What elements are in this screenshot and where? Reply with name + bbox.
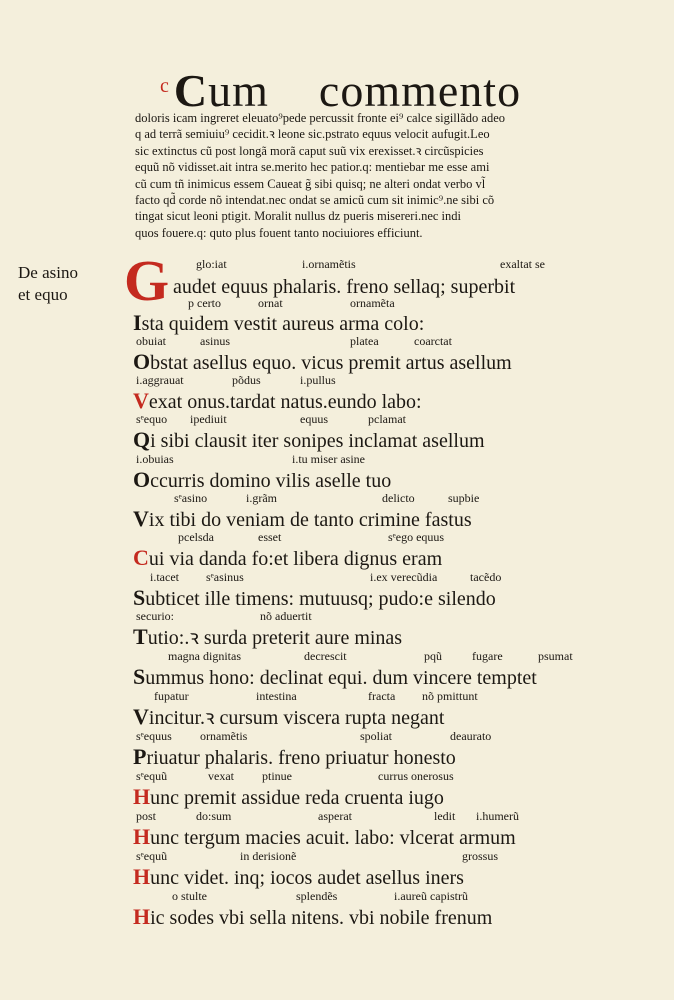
pilcrow-mark: c <box>160 75 170 97</box>
verse-initial: P <box>133 744 147 769</box>
verse-line <box>133 312 424 334</box>
gloss-word: tacẽdo <box>470 570 502 584</box>
margin-note-line: et equo <box>18 285 68 304</box>
verse-line <box>133 746 456 768</box>
gloss-word: sᵉasinus <box>206 570 244 584</box>
gloss-line <box>0 373 674 387</box>
gloss-word: decrescit <box>304 649 347 663</box>
gloss-word: fugare <box>472 649 503 663</box>
verse-text: exat onus.tardat natus.eundo labo: <box>148 391 422 413</box>
margin-note-line: De asino <box>18 263 78 282</box>
gloss-word: fupatur <box>154 689 189 703</box>
verse-text: unc videt. inq; iocos audet asellus iners <box>150 867 464 889</box>
verse-initial: I <box>133 310 142 335</box>
gloss-word: sᵉequũ <box>136 769 168 783</box>
gloss-word: deaurato <box>450 729 492 743</box>
gloss-word: equus <box>300 412 328 426</box>
verse-initial: V <box>133 704 149 729</box>
commentary-block <box>135 110 625 241</box>
verse-initial: H <box>133 824 151 849</box>
gloss-line <box>0 491 674 505</box>
verse-text: ui via danda fo:et libera dignus eram <box>148 548 443 570</box>
verse-line <box>133 786 444 808</box>
gloss-word: ipediuit <box>190 412 227 426</box>
commentary-line: facto qd̃ corde nõ intendat.nec ondat se amicũ cum sit inimic⁹.ne sibi cõ <box>135 193 495 208</box>
commentary-line: equũ nõ vidisset.ait intra se.merito hec patior.q: mentiebar me esse ami <box>135 160 490 175</box>
gloss-line <box>0 257 674 271</box>
verse-line <box>173 276 515 298</box>
commentary-line: doloris icam ingreret eleuato⁹pede percussit fronte ei⁹ calce sigillãdo adeo <box>135 111 506 125</box>
gloss-word: in derisionẽ <box>240 849 297 863</box>
verse-text: i sibi clausit iter sonipes inclamat asellum <box>150 430 485 452</box>
gloss-word: vexat <box>208 769 234 783</box>
verse-line <box>133 706 444 728</box>
gloss-word: ptinue <box>262 769 292 783</box>
verse-text: utio:.ꝛ surda preterit aure minas <box>147 627 403 649</box>
verse-text: sta quidem vestit aureus arma colo: <box>141 313 425 335</box>
gloss-line <box>0 729 674 743</box>
gloss-word: esset <box>258 530 282 544</box>
gloss-word: supbie <box>448 491 480 505</box>
verse-initial: H <box>133 904 151 929</box>
gloss-word: ledit <box>434 809 456 823</box>
gloss-line <box>0 570 674 584</box>
gloss-word: glo:iat <box>196 257 227 271</box>
verse-text: ic sodes vbi sella nitens. vbi nobile frenum <box>150 907 493 929</box>
verse-text: bstat asellus equo. vicus premit artus asellum <box>150 352 512 374</box>
verse-initial: H <box>133 784 151 809</box>
gloss-word: do:sum <box>196 809 232 823</box>
verse-text: unc premit assidue reda cruenta iugo <box>150 787 444 809</box>
verse-text: ix tibi do veniam de tanto crimine fastus <box>148 509 472 531</box>
verse-initial: O <box>133 467 151 492</box>
gloss-word: ornamẽta <box>350 296 395 310</box>
commentary-line: tingat sicut leoni ptigit. Moralit nullus dz pueris misereri.nec indi <box>135 209 461 224</box>
verse-initial: T <box>133 624 148 649</box>
verse-line <box>133 906 492 928</box>
gloss-word: i.aggrauat <box>136 373 184 387</box>
gloss-word: i.pullus <box>300 373 336 387</box>
gloss-line <box>0 649 674 663</box>
gloss-word: splendẽs <box>296 889 338 903</box>
gloss-word: sᵉequũ <box>136 849 168 863</box>
verse-initial: C <box>133 545 149 570</box>
gloss-word: magna dignitas <box>168 649 241 663</box>
verse-line <box>133 626 402 648</box>
gloss-word: psumat <box>538 649 573 663</box>
gloss-word: pcelsda <box>178 530 214 544</box>
decorated-initial: G <box>124 248 170 313</box>
verse-text: riuatur phalaris. freno priuatur honesto <box>146 747 456 769</box>
verse-initial: Q <box>133 427 151 452</box>
gloss-word: platea <box>350 334 379 348</box>
gloss-word: i.tacet <box>150 570 179 584</box>
gloss-word: i.obuias <box>136 452 174 466</box>
heading-word2: commento <box>318 65 522 116</box>
verse-line <box>133 508 472 530</box>
verse-initial: V <box>133 506 149 531</box>
gloss-line <box>0 530 674 544</box>
verse-line <box>133 351 512 373</box>
gloss-word: sᵉequus <box>136 729 172 743</box>
gloss-word: i.tu miser asine <box>292 452 365 466</box>
gloss-word: asperat <box>318 809 352 823</box>
heading-word-rest: um <box>208 65 269 116</box>
gloss-word: nõ aduertit <box>260 609 312 623</box>
verse-initial: H <box>133 864 151 889</box>
gloss-line <box>0 889 674 903</box>
gloss-word: i.aureũ capistrũ <box>394 889 468 903</box>
commentary-line: sic extinctus cũ post longã morã caput suũ vix erexisset.ꝛ circũspicies <box>135 143 484 158</box>
gloss-word: exaltat se <box>500 257 545 271</box>
gloss-line <box>0 412 674 426</box>
verse-line <box>133 469 391 491</box>
gloss-line <box>0 609 674 623</box>
gloss-word: p certo <box>188 296 221 310</box>
gloss-word: i.humerũ <box>476 809 519 823</box>
verse-initial: V <box>133 388 149 413</box>
gloss-line <box>0 809 674 823</box>
gloss-word: securio: <box>136 609 174 623</box>
verse-text: audet equus phalaris. freno sellaq; superbit <box>173 276 516 298</box>
gloss-word: sᵉequo <box>136 412 168 426</box>
commentary-line: q ad terrã semiuiu⁹ cecidit.ꝛ leone sic.pstrato equus velocit aufugit.Leo <box>135 127 490 142</box>
verse-text: ubticet ille timens: mutuusq; pudo:e silendo <box>145 588 496 610</box>
verse-line <box>133 587 496 609</box>
commentary-line: quos fouere.q: quto plus fouent tanto nociuiores efficiunt. <box>135 225 423 240</box>
gloss-word: currus onerosus <box>378 769 454 783</box>
gloss-word: fracta <box>368 689 396 703</box>
gloss-word: sᵉasino <box>174 491 208 505</box>
verse-initial: O <box>133 349 151 374</box>
verse-text: ummus hono: declinat equi. dum vincere temptet <box>145 667 537 689</box>
gloss-word: ornat <box>258 296 283 310</box>
gloss-line <box>0 689 674 703</box>
verse-line <box>133 866 464 888</box>
gloss-word: i.grãm <box>246 491 277 505</box>
gloss-line <box>0 849 674 863</box>
gloss-line <box>0 296 674 310</box>
gloss-word: i.ex verecũdia <box>370 570 438 584</box>
verse-line <box>133 390 422 412</box>
verse-line <box>133 826 516 848</box>
gloss-word: grossus <box>462 849 499 863</box>
gloss-line <box>0 769 674 783</box>
gloss-word: ornamẽtis <box>200 729 248 743</box>
verse-text: unc tergum macies acuit. labo: vlcerat armum <box>150 827 516 849</box>
verse-line <box>133 666 537 688</box>
gloss-word: asinus <box>200 334 230 348</box>
gloss-word: sᵉego equus <box>388 530 445 544</box>
verse-initial: S <box>133 664 146 689</box>
gloss-word: o stulte <box>172 889 207 903</box>
gloss-line <box>0 452 674 466</box>
gloss-word: nõ pmittunt <box>422 689 478 703</box>
gloss-word: obuiat <box>136 334 166 348</box>
commentary-line: cũ cum tñ inimicus essem Caueat g̃ sibi quisq; ne alteri ondat verbo vl̃ <box>135 176 486 191</box>
gloss-word: pclamat <box>368 412 406 426</box>
gloss-word: coarctat <box>414 334 452 348</box>
heading-initial: C <box>173 65 209 116</box>
verse-text: incitur.ꝛ cursum viscera rupta negant <box>148 707 445 729</box>
verse-initial: S <box>133 585 146 610</box>
gloss-word: post <box>136 809 157 823</box>
gloss-word: intestina <box>256 689 297 703</box>
gloss-word: i.ornamẽtis <box>302 257 356 271</box>
verse-line <box>133 429 485 451</box>
gloss-line <box>0 334 674 348</box>
verse-text: ccurris domino vilis aselle tuo <box>150 470 392 492</box>
verse-line <box>133 547 442 569</box>
gloss-word: pqũ <box>424 649 442 663</box>
page-heading <box>160 62 521 115</box>
gloss-word: spoliat <box>360 729 392 743</box>
gloss-word: põdus <box>232 373 261 387</box>
gloss-word: delicto <box>382 491 415 505</box>
